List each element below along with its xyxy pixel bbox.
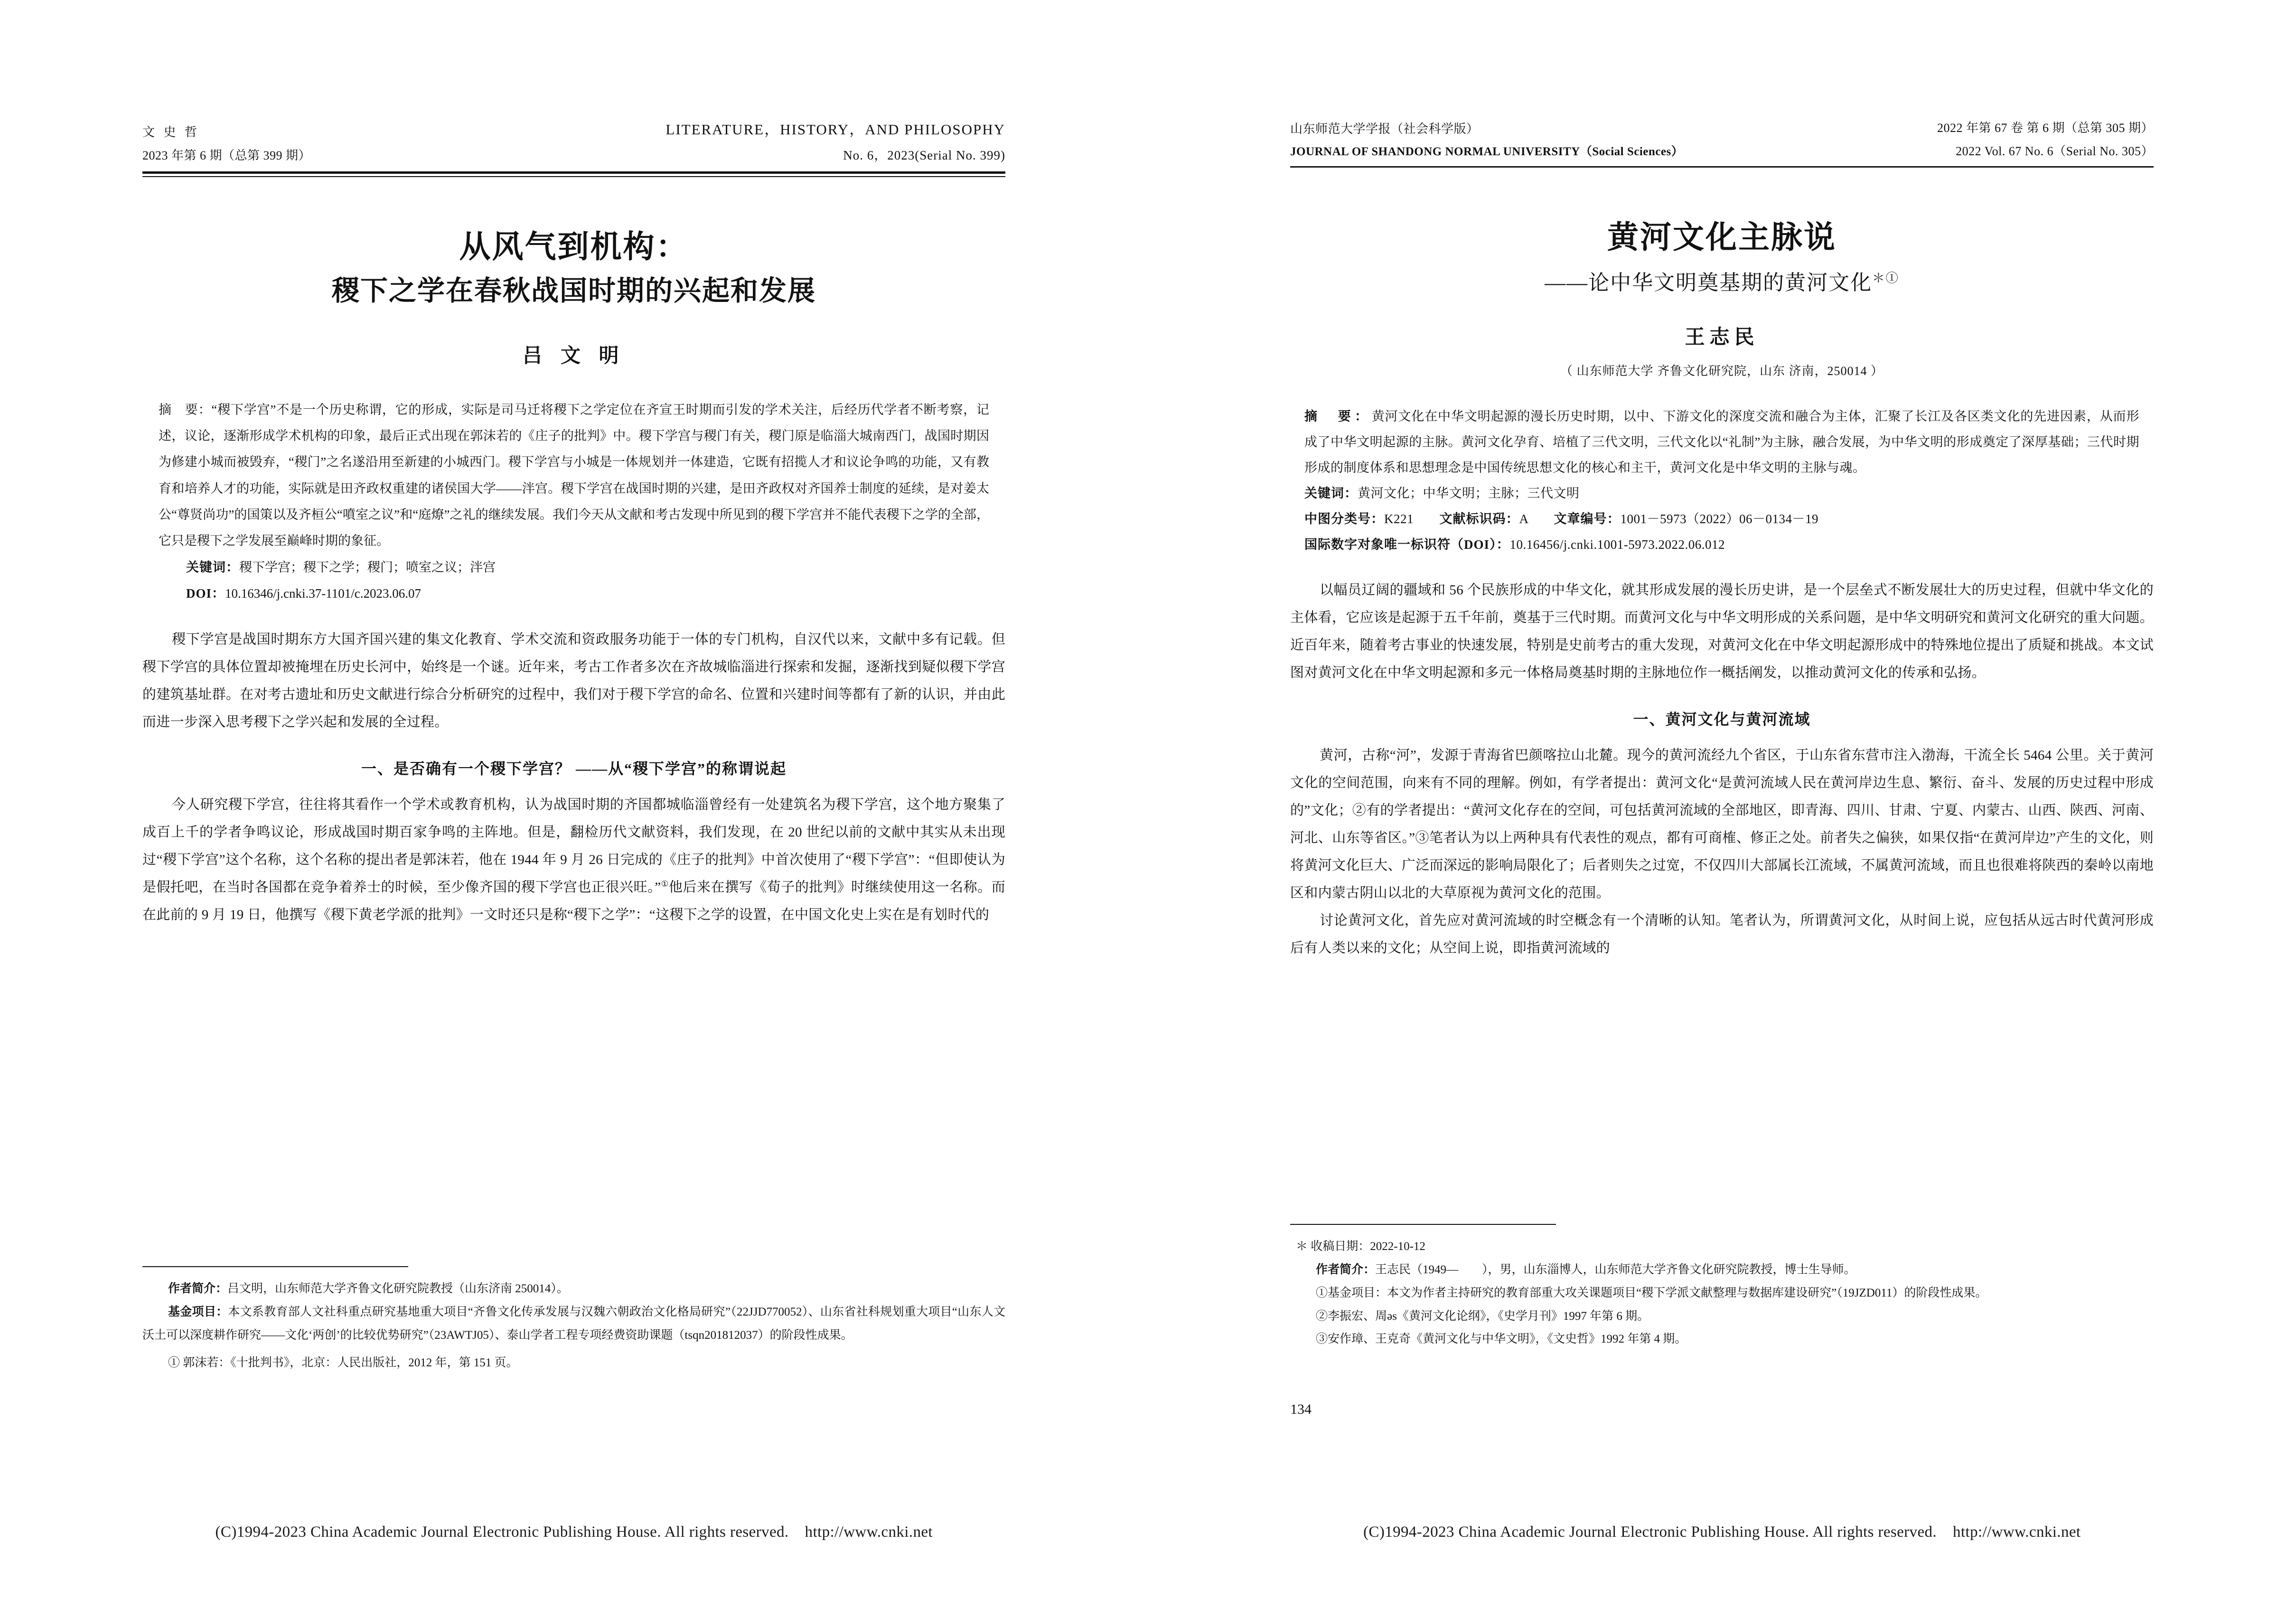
header-rule — [1290, 166, 2154, 168]
author-affiliation: （ 山东师范大学 齐鲁文化研究院，山东 济南，250014 ） — [1560, 364, 1884, 378]
title-footnote-marker: ＊① — [1872, 271, 1899, 285]
copyright-url[interactable]: http://www.cnki.net — [1953, 1523, 2081, 1541]
doc-code-value: A — [1519, 512, 1528, 526]
clc-label: 中图分类号： — [1304, 512, 1384, 526]
article-subtitle-text: ——论中华文明奠基期的黄河文化 — [1545, 271, 1873, 294]
fund-label: 基金项目： — [168, 1305, 228, 1318]
footnote-item: ① 郭沫若：《十批判书》，北京：人民出版社，2012 年，第 151 页。 — [168, 1356, 518, 1370]
keywords-line — [1304, 480, 2139, 506]
doi-label: 国际数字对象唯一标识符（DOI）： — [1304, 537, 1510, 552]
right-footnotes — [1290, 1224, 2154, 1351]
header-rule — [142, 171, 1005, 177]
author-bio-text: 王志民（1949— ），男，山东淄博人，山东师范大学齐鲁文化研究院教授，博士生导师。 — [1375, 1263, 1856, 1276]
article-title-line2 — [1290, 266, 2154, 300]
left-title-block — [142, 225, 1005, 311]
journal-name-en: JOURNAL OF SHANDONG NORMAL UNIVERSITY（Social Sciences） — [1290, 145, 1684, 158]
body-paragraph: 讨论黄河文化，首先应对黄河流域的时空概念有一个清晰的认知。笔者认为，所谓黄河文化，从时间上说，应包括从远古时代黄河形成后有人类以来的文化；从空间上说，即指黄河流域的 — [1290, 913, 2154, 956]
body-paragraph: 稷下学宫是战国时期东方大国齐国兴建的集文化教育、学术交流和资政服务功能于一体的专门机构，自汉代以来，文献中多有记载。但稷下学宫的具体位置却被掩埋在历史长河中，始终是一个谜。近年来，考古工作者多次在齐故城临淄进行探索和发掘，逐渐找到疑似稷下学宫的建筑基址群。在对考古遗址和历史文献进行综合分析研究的过程中，我们对于稷下学宫的命名、位置和兴建时间等都有了新的认识，并由此而进一步深入思考稷下之学兴起和发展的全过程。 — [142, 632, 1005, 730]
body-paragraph: 以幅员辽阔的疆域和 56 个民族形成的中华文化，就其形成发展的漫长历史讲，是一个层垒式不断发展壮大的历史过程，但就中华文化的主体看，它应该是起源于五千年前，奠基于三代时期。而黄河文化与中华文明形成的关系问题，是中华文明研究和黄河文化研究的重大问题。近百年来，随着考古事业的快速发展，特别是史前考古的重大发现，对黄河文化在中华文明起源形成中的特殊地位提出了质疑和挑战。本文试图对黄河文化在中华文明起源和多元一体格局奠基时期的主脉地位作一概括阐发，以推动黄河文化的传承和弘扬。 — [1290, 583, 2154, 681]
abstract-paragraph — [159, 397, 989, 555]
journal-name-en: LITERATURE，HISTORY，AND PHILOSOPHY — [665, 121, 1005, 138]
author-bio-line — [142, 1278, 1005, 1301]
body-text-part2: 他后来在撰写《荀子的批判》时继续使用这一名称。而在此前的 9 月 19 日，他撰写《稷下黄老学派的批判》一文时还只是称“稷下之学”：“这稷下之学的设置，在中国文化史上实在是有划时代的 — [142, 880, 1006, 923]
received-date-line: ＊ 收稿日期：2022-10-12 — [1296, 1240, 1425, 1253]
right-body-2 — [1290, 742, 2154, 962]
author-bio-line — [1290, 1259, 2154, 1282]
section-heading: 一、是否确有一个稷下学宫？ ——从“稷下学宫”的称谓说起 — [361, 760, 787, 778]
copyright-left — [0, 1523, 1148, 1541]
article-author: 吕 文 明 — [522, 345, 626, 367]
issue-info-en: No. 6，2023(Serial No. 399) — [843, 148, 1005, 162]
doi-line — [1304, 532, 2139, 557]
copyright-bar — [0, 1523, 2296, 1541]
keywords-value: 黄河文化；中华文明；主脉；三代文明 — [1358, 486, 1580, 501]
abstract-text: “稷下学宫”不是一个历史称谓，它的形成，实际是司马迁将稷下之学定位在齐宣王时期而引发的学术关注，后经历代学者不断考察，记述，议论，逐渐形成学术机构的印象，最后正式出现在郭沫若的《庄子的批判》中。稷下学宫与稷门有关，稷门原是临淄大城南西门，战国时期因为修建小城而被毁弃，“稷门”之名遂沿用至新建的小城西门。稷下学宫与小城是一体规划并一体建造，它既有招揽人才和议论争鸣的功能，又有教育和培养人才的功能，实际就是田齐政权重建的诸侯国大学——泮宫。稷下学宫在战国时期的兴建，是田齐政权对齐国养士制度的延续，是对姜太公“尊贤尚功”的国策以及齐桓公“噴室之议”和“庭燎”之礼的继续发展。我们今天从文献和考古发现中所见到的稷下学宫并不能代表稷下之学的全部，它只是稷下之学发展至巅峰时期的象征。 — [159, 402, 990, 548]
article-title-line1: 黄河文化主脉说 — [1607, 220, 1837, 255]
copyright-text: (C)1994-2023 China Academic Journal Electronic Publishing House. All rights reserved. — [215, 1523, 789, 1541]
article-number-label: 文章编号： — [1554, 512, 1621, 526]
article-number-value: 1001－5973（2022）06－0134－19 — [1620, 512, 1819, 526]
page-number: 134 — [1290, 1401, 1312, 1417]
left-footnotes — [142, 1266, 1005, 1375]
keywords-label: 关键词： — [1304, 486, 1358, 501]
journal-name-cn: 文 史 哲 — [142, 125, 200, 139]
copyright-url[interactable]: http://www.cnki.net — [805, 1523, 933, 1541]
author-bio-text: 吕文明，山东师范大学齐鲁文化研究院教授（山东济南 250014）。 — [227, 1282, 569, 1295]
article-author: 王志民 — [1685, 327, 1759, 349]
copyright-text: (C)1994-2023 China Academic Journal Electronic Publishing House. All rights reserved. — [1363, 1523, 1937, 1541]
keywords-value: 稷下学宫；稷下之学；稷门；喷室之议；泮宫 — [239, 560, 496, 574]
footnote-item: ③安作璋、王克奇《黄河文化与中华文明》，《文史哲》1992 年第 4 期。 — [1316, 1333, 1687, 1346]
author-bio-label: 作者简介： — [168, 1282, 228, 1295]
left-body — [142, 626, 1005, 736]
fund-text: 本文系教育部人文社科重点研究基地重大项目“齐鲁文化传承发展与汉魏六朝政治文化格局研究”（22JJD770052）、山东省社科规划重大项目“山东人文沃土可以深度耕作研究——文化‘两创’的比较优势研究”（23AWTJ05）、泰山学者工程专项经费资助课题（tsqn201812037）的阶段性成果。 — [142, 1305, 1005, 1342]
issue-info-en: 2022 Vol. 67 No. 6（Serial No. 305） — [1956, 144, 2154, 158]
fund-line — [142, 1301, 1005, 1347]
doi-value: 10.16456/j.cnki.1001-5973.2022.06.012 — [1509, 537, 1725, 552]
abstract-block — [142, 397, 1005, 607]
doc-code-label: 文献标识码： — [1439, 512, 1519, 526]
keywords-label: 关键词： — [186, 560, 239, 574]
section-heading: 一、黄河文化与黄河流域 — [1633, 711, 1811, 728]
doi-line — [159, 581, 989, 607]
abstract-label: 摘 要： — [1304, 409, 1372, 424]
author-bio-label: 作者简介： — [1316, 1263, 1376, 1276]
right-page — [1148, 0, 2296, 1598]
keywords-line — [159, 555, 989, 581]
footnote-item: ①基金项目：本文为作者主持研究的教育部重大攻关课题项目“稷下学派文献整理与数据库建设研究”（19JZD011）的阶段性成果。 — [1316, 1286, 1987, 1299]
right-running-head — [1290, 119, 2154, 160]
left-body-2 — [142, 791, 1005, 929]
doi-value: 10.16346/j.cnki.37-1101/c.2023.06.07 — [225, 586, 421, 601]
abstract-block — [1290, 404, 2154, 557]
article-title-line1: 从风气到机构： — [459, 230, 689, 264]
abstract-paragraph — [1304, 404, 2139, 480]
body-text-part1: 今人研究稷下学宫，往往将其看作一个学术或教育机构，认为战国时期的齐国都城临淄曾经有一处建筑名为稷下学宫，这个地方聚集了成百上千的学者争鸣议论，形成战国时期百家争鸣的主阵地。但是，翻检历代文献资料，我们发现，在 20 世纪以前的文献中其实从未出现过“稷下学宫”这个名称，这个名称的提出者是郭沫若，他在 1944 年 9 月 26 日完成的《庄子的批判》中首次使用了“稷下学宫”：“但即使认为是假托吧，在当时各国都在竞争着养士的时候，至少像齐国的稷下学宫也正很兴旺。” — [142, 797, 1005, 895]
footnote-rule — [1290, 1224, 1556, 1225]
copyright-right — [1148, 1523, 2296, 1541]
footnote-marker: ① — [661, 879, 669, 889]
clc-value: K221 — [1384, 512, 1414, 526]
left-running-head — [142, 119, 1005, 165]
footnote-rule — [142, 1266, 408, 1267]
issue-info-cn: 2023 年第 6 期（总第 399 期） — [142, 149, 311, 162]
body-paragraph — [142, 791, 1005, 929]
article-title-line2: 稷下之学在春秋战国时期的兴起和发展 — [331, 275, 816, 306]
abstract-label: 摘 要： — [159, 402, 212, 417]
classification-line — [1304, 506, 2139, 532]
footnote-item: ②李振宏、周әs《黄河文化论纲》，《史学月刊》1997 年第 6 期。 — [1316, 1309, 1649, 1323]
journal-name-cn: 山东师范大学学报（社会科学版） — [1290, 122, 1479, 136]
body-paragraph: 黄河，古称“河”，发源于青海省巴颜喀拉山北麓。现今的黄河流经九个省区，于山东省东营市注入渤海，干流全长 5464 公里。关于黄河文化的空间范围，向来有不同的理解。例如，有学者提出：黄河文化“是黄河流域人民在黄河岸边生息、繁衍、奋斗、发展的历史过程中形成的”文化；②有的学者提出：“黄河文化存在的空间，可包括黄河流域的全部地区，即青海、四川、甘肃、宁夏、内蒙古、山西、陕西、河南、河北、山东等省区。”③笔者认为以上两种具有代表性的观点，都有可商榷、修正之处。前者失之偏狭，如果仅指“在黄河岸边”产生的文化，则将黄河文化巨大、广泛而深远的影响局限化了；后者则失之过宽，不仅四川大部属长江流域，不属黄河流域，而且也很难将陕西的秦岭以南地区和内蒙古阴山以北的大草原视为黄河文化的范围。 — [1290, 748, 2154, 901]
right-title-block — [1290, 215, 2154, 300]
right-body — [1290, 576, 2154, 686]
doi-label: DOI： — [186, 586, 225, 601]
issue-info-cn: 2022 年第 67 卷 第 6 期（总第 305 期） — [1937, 121, 2154, 135]
abstract-text: 黄河文化在中华文明起源的漫长历史时期，以中、下游文化的深度交流和融合为主体，汇聚了长江及各区类文化的先进因素，从而形成了中华文明起源的主脉。黄河文化孕育、培植了三代文明，三代文化以“礼制”为主脉，融合发展，为中华文明的形成奠定了深厚基础；三代时期形成的制度体系和思想理念是中国传统思想文化的核心和主干，黄河文化是中华文明的主脉与魂。 — [1304, 409, 2140, 475]
